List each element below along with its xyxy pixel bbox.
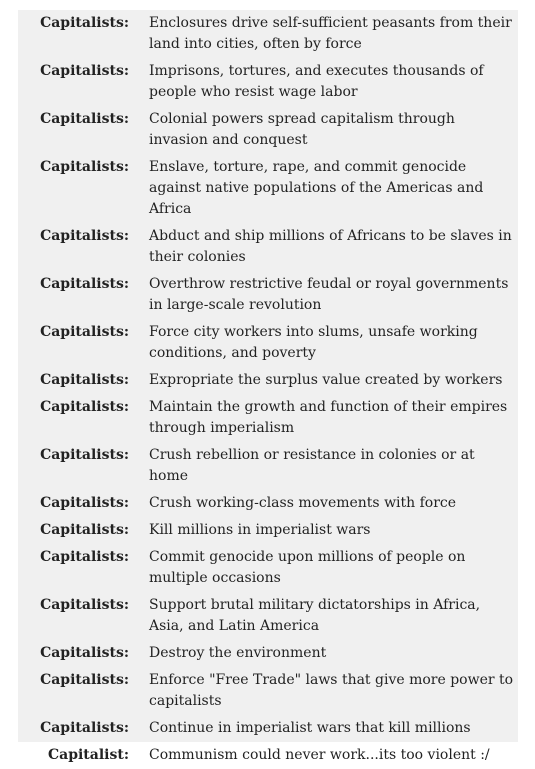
statement-text: Kill millions in imperialist wars	[149, 522, 371, 538]
statement-text: Force city workers into slums, unsafe working conditions, and poverty	[149, 324, 478, 361]
speaker-label: Capitalists:	[40, 159, 129, 175]
speaker-label: Capitalists:	[40, 15, 129, 31]
table-row	[18, 319, 518, 367]
table-row	[18, 271, 518, 319]
speaker-label: Capitalists:	[40, 720, 129, 736]
speaker-label: Capitalists:	[40, 276, 129, 292]
table-row	[18, 544, 518, 592]
statement-text: Expropriate the surplus value created by workers	[149, 372, 503, 388]
speaker-label: Capitalists:	[40, 63, 129, 79]
speaker-label: Capitalists:	[40, 549, 129, 565]
statement-text: Overthrow restrictive feudal or royal governments in large-scale revolution	[149, 276, 509, 313]
statement-text: Colonial powers spread capitalism through invasion and conquest	[149, 111, 455, 148]
statement-text: Commit genocide upon millions of people on multiple occasions	[149, 549, 466, 586]
table-row	[18, 742, 518, 769]
speaker-label: Capitalist:	[47, 747, 129, 763]
table-row	[18, 394, 518, 442]
statement-text: Continue in imperialist wars that kill millions	[149, 720, 471, 736]
speaker-label: Capitalists:	[40, 399, 129, 415]
statement-text: Support brutal military dictatorships in Africa, Asia, and Latin America	[149, 597, 481, 634]
table-row	[18, 517, 518, 544]
speaker-label: Capitalists:	[40, 372, 129, 388]
table-row	[18, 367, 518, 394]
statement-text: Imprisons, tortures, and executes thousands of people who resist wage labor	[149, 63, 484, 100]
table-row	[18, 667, 518, 715]
statement-table	[18, 10, 518, 769]
statement-text: Maintain the growth and function of their empires through imperialism	[149, 399, 508, 436]
statement-text: Crush rebellion or resistance in colonies or at home	[149, 447, 475, 484]
statement-text: Crush working-class movements with force	[149, 495, 457, 511]
table-row	[18, 592, 518, 640]
table-row	[18, 490, 518, 517]
speaker-label: Capitalists:	[40, 522, 129, 538]
speaker-label: Capitalists:	[40, 495, 129, 511]
statement-text: Enslave, torture, rape, and commit genocide against native populations of the Americas and Africa	[149, 159, 484, 217]
table-row	[18, 10, 518, 58]
table-row	[18, 106, 518, 154]
speaker-label: Capitalists:	[40, 645, 129, 661]
table-row	[18, 223, 518, 271]
table-row	[18, 58, 518, 106]
speaker-label: Capitalists:	[40, 111, 129, 127]
speaker-label: Capitalists:	[40, 324, 129, 340]
speaker-label: Capitalists:	[40, 228, 129, 244]
statement-text: Enforce "Free Trade" laws that give more power to capitalists	[149, 672, 514, 709]
speaker-label: Capitalists:	[40, 672, 129, 688]
speaker-label: Capitalists:	[40, 447, 129, 463]
table-row	[18, 715, 518, 742]
statement-text: Abduct and ship millions of Africans to be slaves in their colonies	[149, 228, 512, 265]
statement-text: Enclosures drive self-sufficient peasants from their land into cities, often by force	[149, 15, 512, 52]
statement-text: Destroy the environment	[149, 645, 327, 661]
table-row	[18, 442, 518, 490]
table-row	[18, 640, 518, 667]
statement-text: Communism could never work...its too violent :/	[149, 747, 490, 763]
table-row	[18, 154, 518, 223]
speaker-label: Capitalists:	[40, 597, 129, 613]
